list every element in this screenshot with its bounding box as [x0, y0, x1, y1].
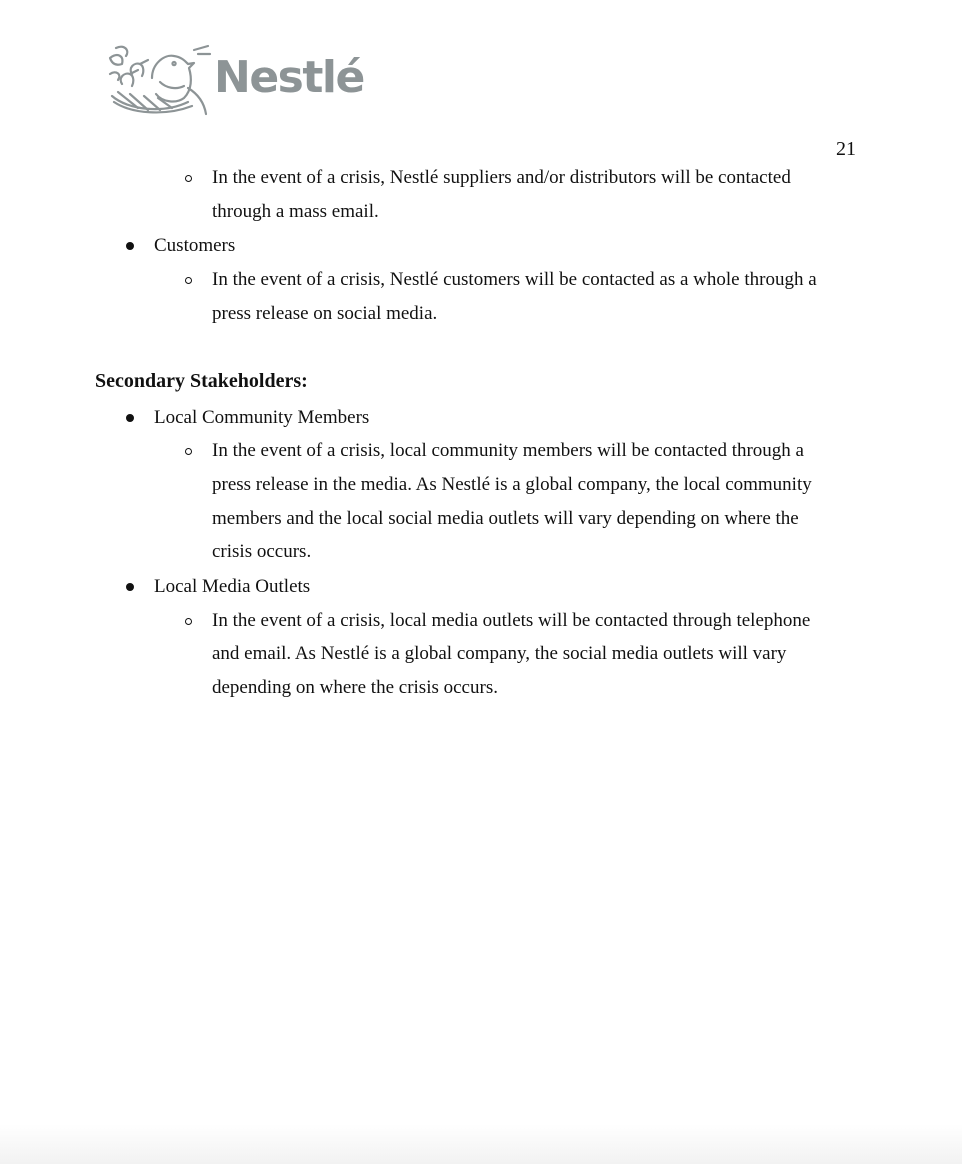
list-item-text: crisis occurs.: [212, 541, 312, 562]
list-item-customers: Customers: [154, 235, 236, 256]
list-item-local-media: Local Media Outlets: [154, 576, 311, 597]
list-item-text: through a mass email.: [212, 201, 379, 222]
list-item-text: and email. As Nestlé is a global company, the social media outlets will vary: [212, 643, 787, 664]
page-bottom-shadow: [0, 1124, 962, 1164]
bullet-icon: [126, 583, 134, 591]
list-item-text: In the event of a crisis, local community members will be contacted through a: [212, 440, 804, 461]
nestle-logo: [108, 44, 364, 118]
list-item-text: press release in the media. As Nestlé is a global company, the local community: [212, 474, 812, 495]
sub-bullet-icon: [185, 618, 192, 625]
list-item-text: depending on where the crisis occurs.: [212, 677, 498, 698]
logo-wordmark: Nestlé: [214, 52, 364, 103]
section-heading: Secondary Stakeholders:: [95, 370, 308, 392]
page-number: 21: [836, 138, 856, 160]
sub-bullet-icon: [185, 277, 192, 284]
bird-nest-icon: [108, 44, 212, 118]
list-item-local-community: Local Community Members: [154, 407, 370, 428]
list-item-text: In the event of a crisis, Nestlé customers will be contacted as a whole through a: [212, 269, 817, 290]
sub-bullet-icon: [185, 448, 192, 455]
list-item-text: press release on social media.: [212, 303, 438, 324]
bullet-icon: [126, 242, 134, 250]
list-item-text: In the event of a crisis, local media outlets will be contacted through telephone: [212, 610, 811, 631]
list-item-text: In the event of a crisis, Nestlé suppliers and/or distributors will be contacted: [212, 167, 791, 188]
list-item-text: members and the local social media outlets will vary depending on where the: [212, 508, 799, 529]
bullet-icon: [126, 414, 134, 422]
sub-bullet-icon: [185, 175, 192, 182]
